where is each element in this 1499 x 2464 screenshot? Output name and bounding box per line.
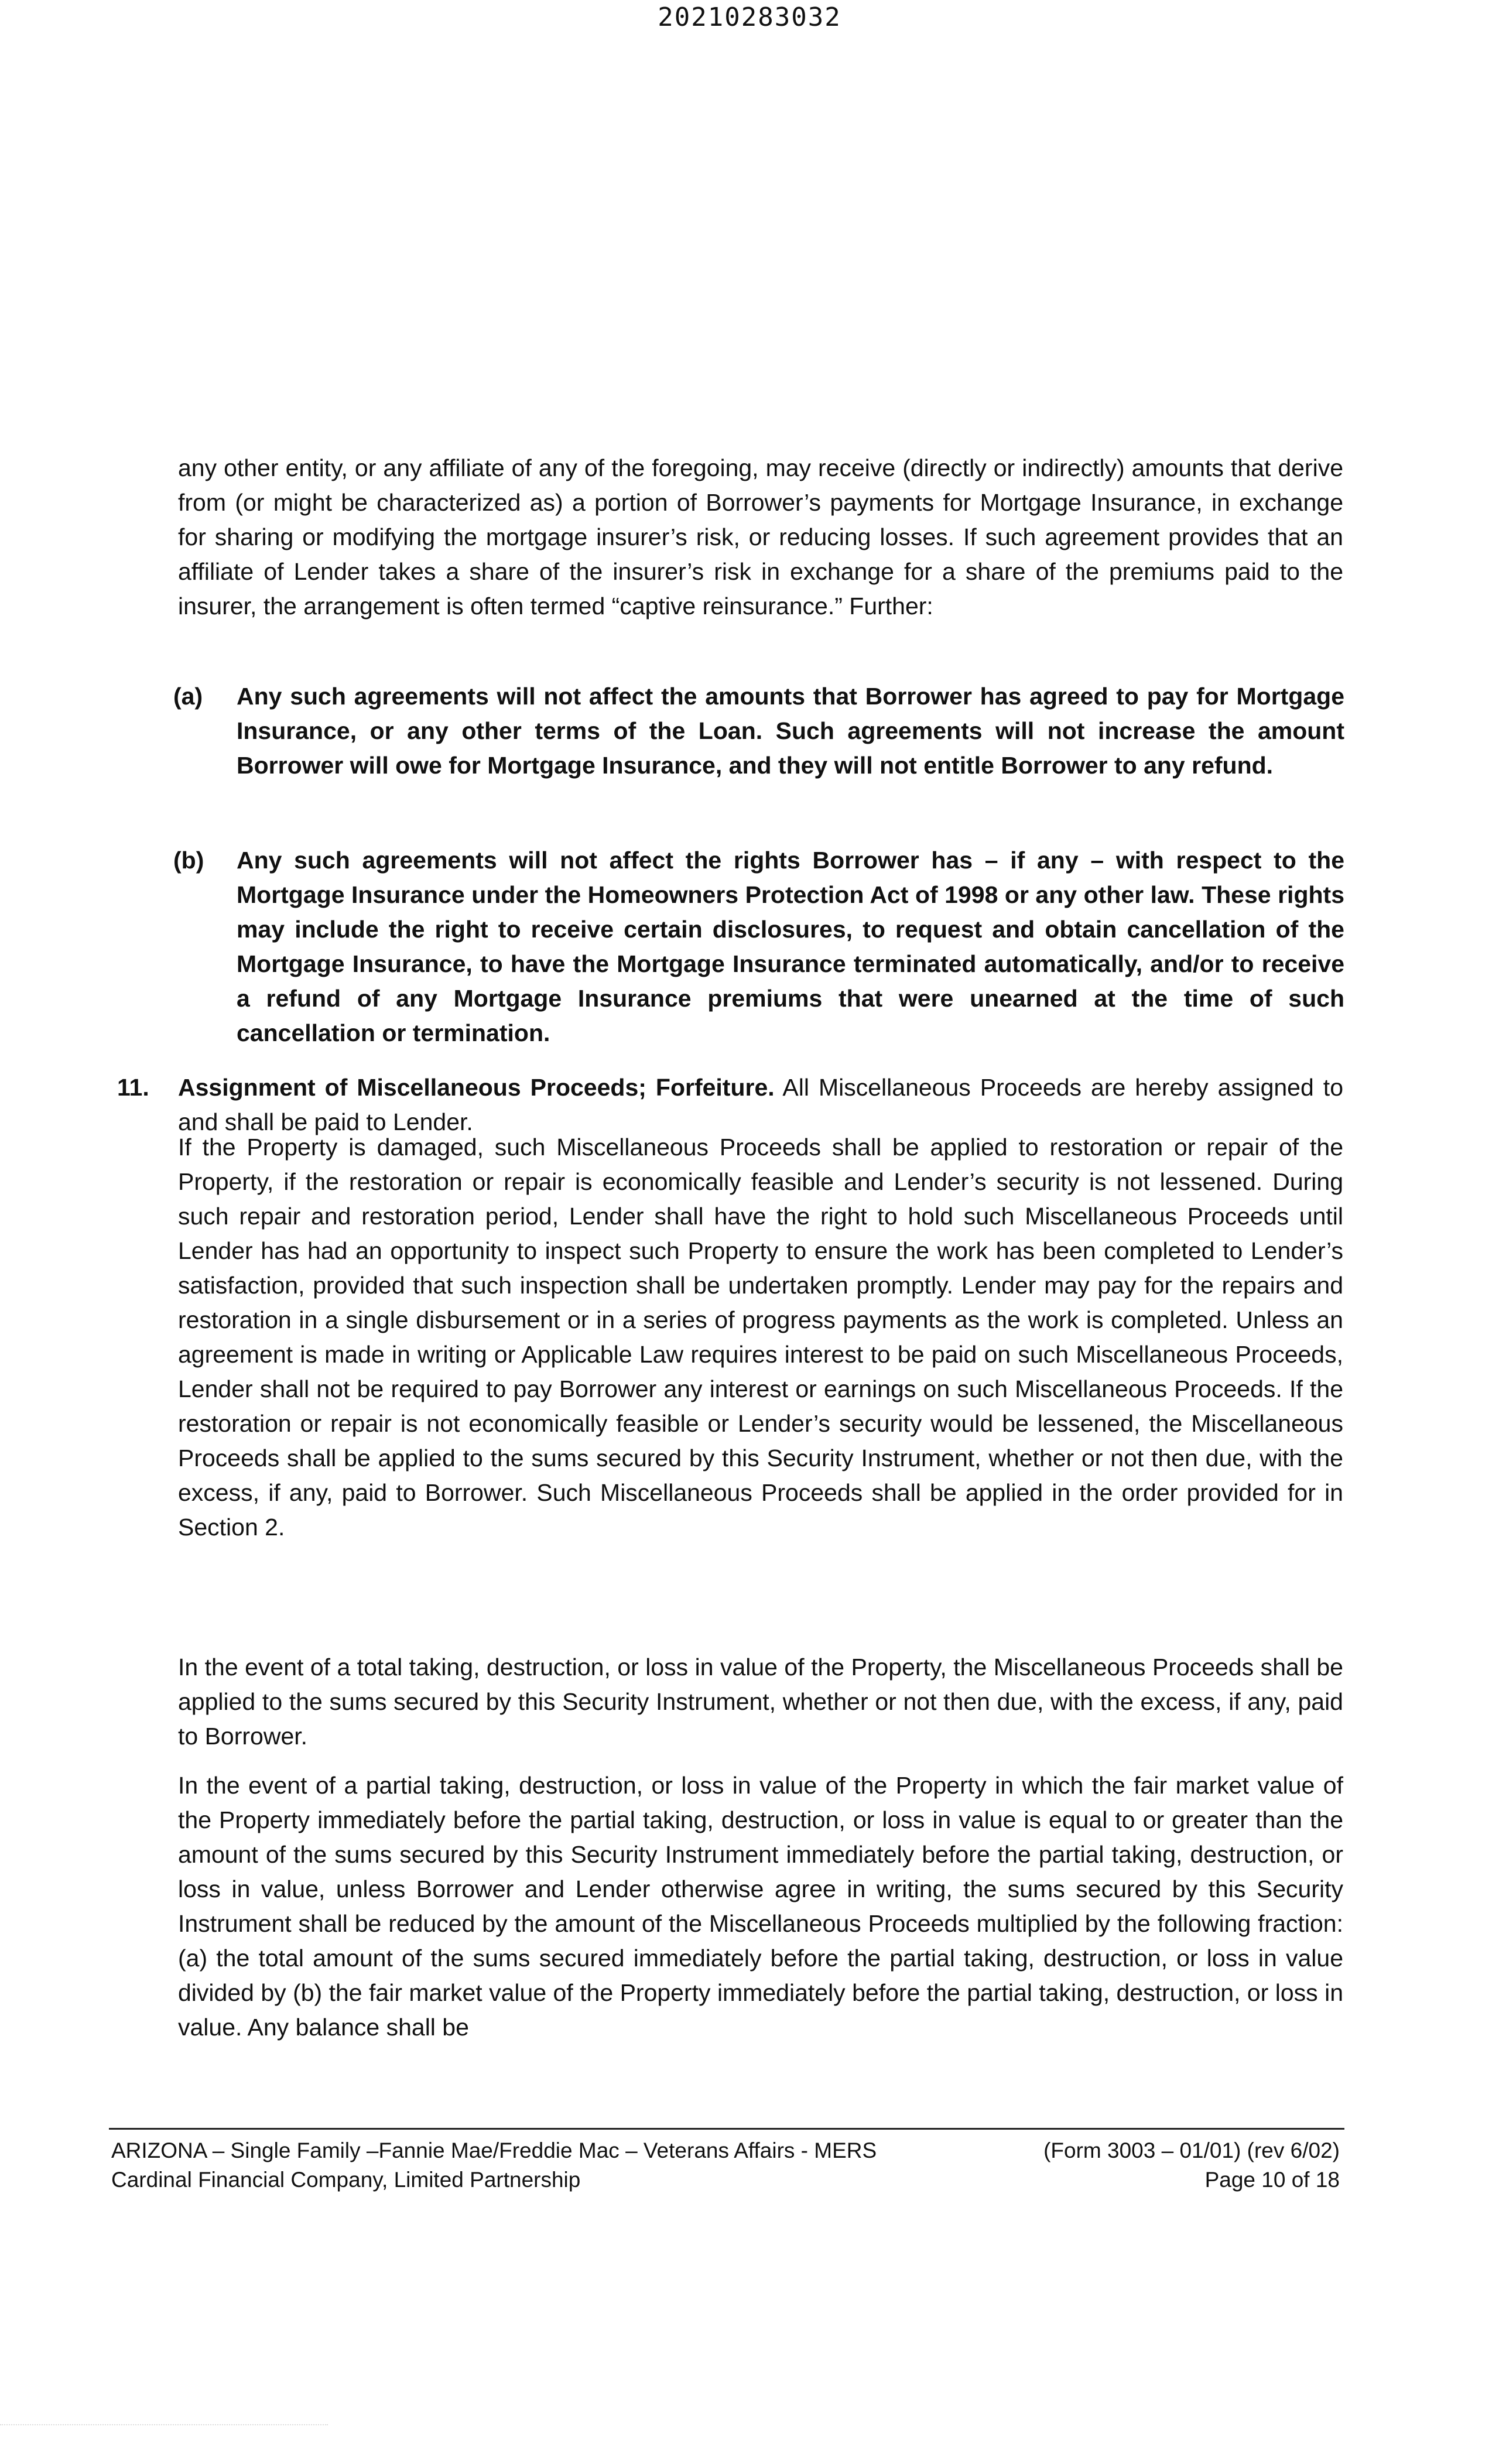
section-11-number: 11. (117, 1074, 149, 1101)
subitem-b-text: Any such agreements will not affect the rights Borrower has – if any – with respect to the Mortgage Insurance under the Homeowners Protection Act of 1998 or any other law. These rights may include the right to receive certain disclosures, to request and obtain cancellation of the Mortgage Insurance, to have the Mortgage Insurance terminated automatically, and/or to receive a refund of any Mortgage Insurance premiums that were unearned at the time of such cancellation or termination. (237, 847, 1344, 1046)
section-11-intro: All Miscellaneous Proceeds are hereby assigned to and shall be paid to Lender. (178, 1074, 1343, 1135)
footer-form-number: (Form 3003 – 01/01) (rev 6/02) (1043, 2138, 1340, 2162)
footer-page-number: Page 10 of 18 (1204, 2168, 1340, 2192)
continuation-paragraph: any other entity, or any affiliate of any of the foregoing, may receive (directly or indirectly) amounts that derive from (or might be characterized as) a portion of Borrower’s payments for Mortgage Insurance, in exchange for sharing or modifying the mortgage insurer’s risk, or reducing losses. If such agreement provides that an affiliate of Lender takes a share of the insurer’s risk in exchange for a share of the premiums paid to the insurer, the arrangement is often termed “captive reinsurance.” Further: (178, 454, 1343, 620)
section-11 (117, 1070, 1343, 1139)
subitem-a-text: Any such agreements will not affect the amounts that Borrower has agreed to pay for Mortgage Insurance, or any other terms of the Loan. Such agreements will not increase the amount Borrower will owe for Mortgage Insurance, and they will not entitle Borrower to any refund. (237, 683, 1344, 779)
subitem-b-label: (b) (173, 847, 204, 874)
section-11-paragraph-1: If the Property is damaged, such Miscellaneous Proceeds shall be applied to restoration or repair of the Property, if the restoration or repair is economically feasible and Lender’s security is not lessened. During such repair and restoration period, Lender shall have the right to hold such Miscellaneous Proceeds until Lender has had an opportunity to inspect such Property to ensure the work has been completed to Lender’s satisfaction, provided that such inspection shall be undertaken promptly. Lender may pay for the repairs and restoration in a single disbursement or in a series of progress payments as the work is completed. Unless an agreement is made in writing or Applicable Law requires interest to be paid on such Miscellaneous Proceeds, Lender shall not be required to pay Borrower any interest or earnings on such Miscellaneous Proceeds. If the restoration or repair is not economically feasible or Lender’s security would be lessened, the Miscellaneous Proceeds shall be applied to the sums secured by this Security Instrument, whether or not then due, with the excess, if any, paid to Borrower. Such Miscellaneous Proceeds shall be applied in the order provided for in Section 2. (178, 1134, 1343, 1541)
subitem-b (173, 843, 1344, 1050)
footer-form-title: ARIZONA – Single Family –Fannie Mae/Freddie Mac – Veterans Affairs - MERS (111, 2138, 877, 2162)
section-11-paragraph-3: In the event of a partial taking, destruction, or loss in value of the Property in which the fair market value of the Property immediately before the partial taking, destruction, or loss in value is equal to or greater than the amount of the sums secured by this Security Instrument immediately before the partial taking, destruction, or loss in value, unless Borrower and Lender otherwise agree in writing, the sums secured by this Security Instrument shall be reduced by the amount of the Miscellaneous Proceeds multiplied by the following fraction: (a) the total amount of the sums secured immediately before the partial taking, destruction, or loss in value divided by (b) the fair market value of the Property immediately before the partial taking, destruction, or loss in value. Any balance shall be (178, 1772, 1343, 2041)
footer-lender-name: Cardinal Financial Company, Limited Partnership (111, 2168, 581, 2192)
footer-left (111, 2136, 877, 2195)
section-11-paragraph-2: In the event of a total taking, destruction, or loss in value of the Property, the Miscellaneous Proceeds shall be applied to the sums secured by this Security Instrument, whether or not then due, with the excess, if any, paid to Borrower. (178, 1654, 1343, 1750)
subitem-a (173, 679, 1344, 783)
document-number: 20210283032 (658, 2, 841, 32)
footer-divider (109, 2128, 1344, 2130)
subitem-a-label: (a) (173, 683, 203, 710)
scan-artifact-line (0, 2424, 328, 2425)
section-11-heading: Assignment of Miscellaneous Proceeds; Forfeiture. (178, 1074, 775, 1101)
footer-right (1043, 2136, 1340, 2195)
